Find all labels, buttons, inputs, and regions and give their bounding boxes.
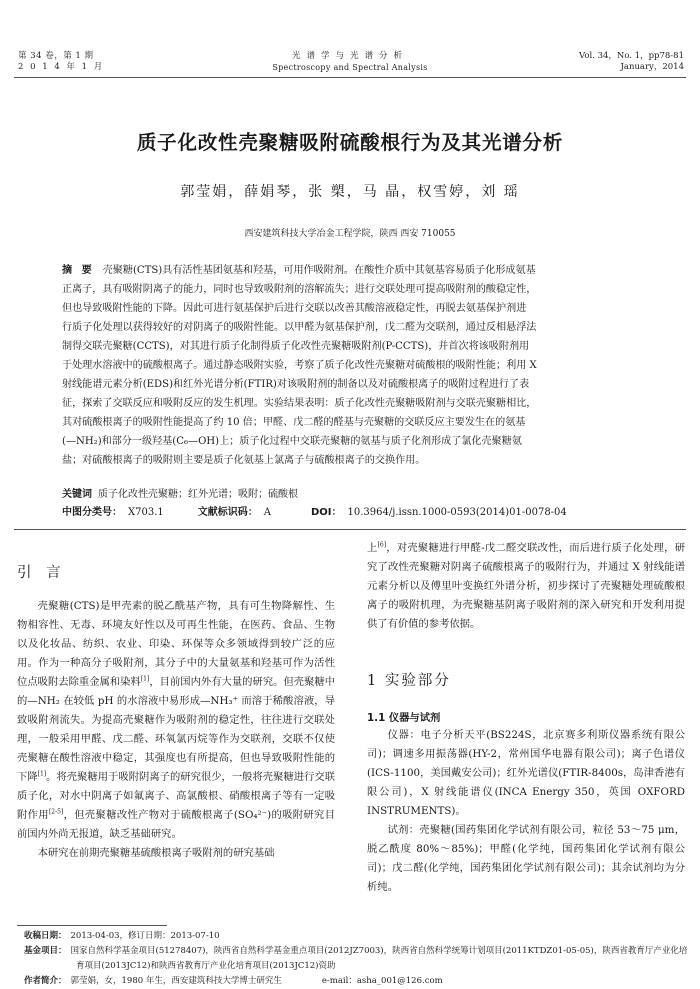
abstract-line-5: 于处理水溶液中的硫酸根离子。通过静态吸附实验，考察了质子化改性壳聚糖对硫酸根的吸附性能；利用 X <box>62 360 537 371</box>
header-rule <box>14 77 686 78</box>
intro-body <box>17 597 335 863</box>
keywords <box>62 487 662 502</box>
continuation-prefix: 上 <box>367 542 378 554</box>
funding-value: 国家自然科学基金项目(51278407)，陕西省自然科学基金重点项目(2012JZ7003)，陕西省自然科学统筹计划项目(2011KTDZ01-05-05)，陕西省教育厅产业化培育项目(2013JC12)和陕西省教育厅产业化培育项目(2013JC12)资助 <box>70 946 688 971</box>
abstract-line-4: 制得交联壳聚糖(CCTS)，对其进行质子化制得质子化改性壳聚糖吸附剂(P-CCTS)，并首次将该吸附剂用 <box>62 341 530 352</box>
abstract-line-3: 行质子化处理以获得较好的对阴离子的吸附性能。以甲醛为氨基保护剂，戊二醛为交联剂，通过反相悬浮法 <box>62 322 537 333</box>
continuation-paragraph <box>367 539 685 634</box>
clc-value: X703.1 <box>128 507 164 518</box>
abstract <box>62 261 642 470</box>
affiliation: 西安建筑科技大学冶金工程学院，陕西 西安 710055 <box>244 229 456 239</box>
intro-paragraph <box>17 597 335 844</box>
citation: [6] <box>377 541 387 549</box>
abstract-line-7: 征，探索了交联反应和吸附反应的发生机理。实验结果表明：质子化改性壳聚糖吸附剂与交联壳聚糖相比， <box>62 398 537 409</box>
subsection-heading-instruments: 1.1 仪器与试剂 <box>367 712 441 724</box>
journal-name-en: Spectroscopy and Spectral Analysis <box>272 63 428 72</box>
reagents-paragraph: 试剂：壳聚糖(国药集团化学试剂有限公司，粒径 53～75 μm，脱乙酰度 80%～85%)；甲醛(化学纯，国药集团化学试剂有限公司)；戊二醛(化学纯，国药集团化学试剂有限公司)；其余试剂均为分析纯。 <box>367 824 685 893</box>
citation: [1] <box>37 770 47 778</box>
section-heading-experiment: 1 实验部分 <box>367 673 451 689</box>
footnote-rule <box>17 925 167 926</box>
keywords-label: 关键词 <box>62 489 92 500</box>
abstract-line-1: 正离子，具有吸附阴离子的能力，同时也导致吸附剂的溶解流失；进行交联处理可提高吸附剂的酸稳定性， <box>62 284 537 295</box>
doi-label: DOI： <box>310 507 342 518</box>
intro-heading: 引 言 <box>17 565 66 581</box>
classification-line <box>62 505 662 520</box>
intro-text-2: 。将壳聚糖用于吸附阴离子的研究很少，一般将壳聚糖进行交联质子化，对水中阴离子如氟离子、高氯酸根、硝酸根离子等有一定吸附作用 <box>17 771 336 821</box>
journal-pages <box>579 51 684 73</box>
received-label: 收稿日期： <box>24 931 67 941</box>
citation: [2-5] <box>48 808 64 816</box>
abstract-rule <box>14 529 686 530</box>
intro-text-1: ，目前国内外有大量的研究。但壳聚糖中的—NH₂ 在较低 pH 的水溶液中易形成—NH₃⁺ 而溶于稀酸溶液，导致吸附剂流失。为提高壳聚糖作为吸附剂的稳定性，往往进行交联处理，一般采用甲醛、戊二醛、环氧氯丙烷等作为交联剂，交联不仅使壳聚糖在酸性溶液中稳定，其强度也有所提高，但也导致吸附性能的下降 <box>17 676 336 783</box>
author-bio <box>24 974 688 989</box>
volume-line: 第 34 卷，第 1 期 <box>18 51 94 61</box>
continuation-text: ，对壳聚糖进行甲醛-戊二醛交联改性，而后进行质子化处理，研究了改性壳聚糖对阴离子硫酸根离子的吸附行为，并通过 X 射线能谱元素分析以及傅里叶变换红外谱分析，初步探讨了壳聚糖处理硫酸根离子的吸附机理，为壳聚糖基阴离子吸附剂的深入研究和开发利用提供了有价值的参考依据。 <box>367 542 685 630</box>
doc-code-value: A <box>263 507 271 518</box>
abstract-line-2: 但也导致吸附性能的下降。因此可进行氨基保护后进行交联以改善其酸溶液稳定性，再脱去氨基保护剂进 <box>62 303 527 314</box>
clc-label: 中图分类号： <box>62 507 122 518</box>
journal-name-cn: 光谱学与光谱分析 <box>291 51 408 61</box>
abstract-label: 摘 要 <box>62 265 95 276</box>
citation: [1] <box>140 675 150 683</box>
abstract-line-10: 盐；对硫酸根离子的吸附则主要是质子化氨基上氯离子与硫酸根离子的交换作用。 <box>62 455 426 466</box>
date-line: 2 0 1 4 年 1 月 <box>18 62 105 72</box>
received-value: 2013-04-03，修订日期：2013-07-10 <box>70 931 220 941</box>
author-bio-label: 作者简介： <box>24 976 67 986</box>
intro-paragraph: 本研究在前期壳聚糖基硫酸根离子吸附剂的研究基础 <box>37 847 275 859</box>
author-email: e-mail：asha_001@126.com <box>321 976 443 986</box>
vol-pages-line: Vol. 34，No. 1，pp78-81 <box>578 51 684 61</box>
footnotes <box>24 929 688 989</box>
author-bio-value: 郭莹娟，女，1980 年生，西安建筑科技大学博士研究生 <box>70 976 282 986</box>
doc-code-label: 文献标识码： <box>197 507 258 518</box>
abstract-line-0: 壳聚糖(CTS)具有活性基团氨基和羟基，可用作吸附剂。在酸性介质中其氨基容易质子化形成氨基 <box>102 265 536 276</box>
right-column-top <box>367 539 685 634</box>
abstract-line-8: 其对硫酸根离子的吸附性能提高了约 10 倍；甲醛、戊二醛的醛基与壳聚糖的交联反应主要发生在的氨基 <box>62 417 526 428</box>
intro-text-3: ，但壳聚糖改性产物对于硫酸根离子(SO₄²⁻)的吸附研究目前国内外尚无报道，缺乏基础研究。 <box>17 809 335 840</box>
abstract-line-9: (—NH₂)和部分一级羟基(C₆—OH)上；质子化过程中交联壳聚糖的氨基与质子化剂形成了氯化壳聚糖氨 <box>62 436 522 447</box>
abstract-line-6: 射线能谱元素分析(EDS)和红外光谱分析(FTIR)对该吸附剂的制备以及对硫酸根离子的吸附过程进行了表 <box>62 379 530 390</box>
author-list: 郭莹娟，薛娟琴，张 槊，马 晶，权雪婷，刘 瑶 <box>180 184 520 200</box>
funding-label: 基金项目： <box>24 946 67 956</box>
intro-text-0: 壳聚糖(CTS)是甲壳素的脱乙酰基产物，具有可生物降解性、生物相容性、无毒、环境友好性以及可再生性能，在医药、食品、生物以及化妆品、纺织、农业、印染、环保等众多领域得到较广泛的应用。作为一种高分子吸附剂，其分子中的大量氨基和羟基可作为活性位点吸附去除重金属和染料 <box>17 600 335 688</box>
month-line: January，2014 <box>620 62 684 72</box>
received-date <box>24 929 688 944</box>
funding <box>24 944 688 974</box>
keywords-value: 质子化改性壳聚糖；红外光谱；吸附；硫酸根 <box>98 489 298 500</box>
instruments-paragraph: 仪器：电子分析天平(BS224S，北京赛多利斯仪器系统有限公司)；调速多用振荡器(HY-2，常州国华电器有限公司)；离子色谱仪(ICS-1100，美国戴安公司)；红外光谱仪(FTIR-8400s，岛津香港有限公司)，X 射线能谱仪(INCA Energy 350，英国 OXFORD INSTRUMENTS)。 <box>367 729 685 817</box>
paper-title: 质子化改性壳聚糖吸附硫酸根行为及其光谱分析 <box>136 131 564 154</box>
instruments-reagents <box>367 726 685 897</box>
doi-value: 10.3964/j.issn.1000-0593(2014)01-0078-04 <box>347 507 567 518</box>
